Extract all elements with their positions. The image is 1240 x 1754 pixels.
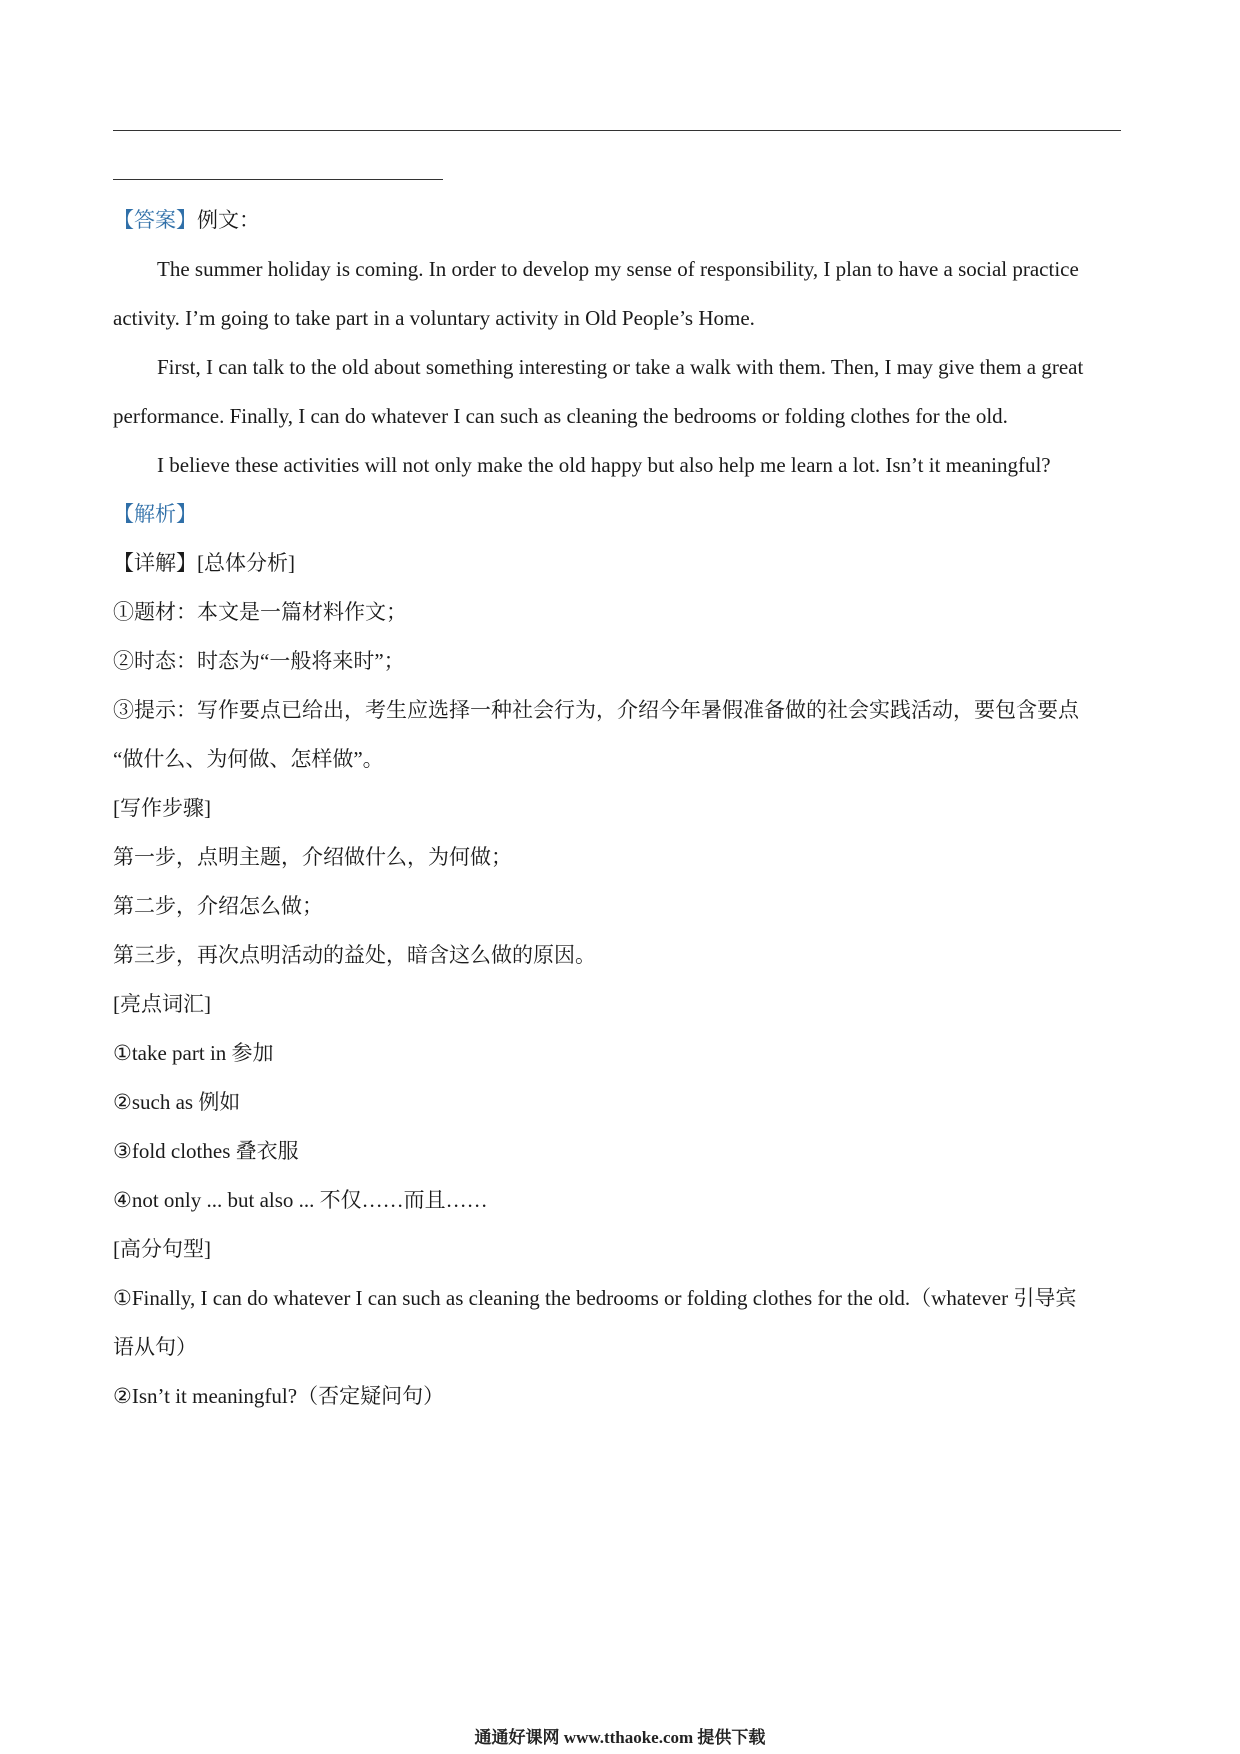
- answer-heading: [113, 196, 1133, 245]
- overall-item: ③提示：写作要点已给出，考生应选择一种社会行为，介绍今年暑假准备做的社会实践活动，要包含要点: [113, 698, 1079, 722]
- essay-paragraph-1-line-2: activity. I’m going to take part in a voluntary activity in Old People’s Home.: [113, 306, 755, 330]
- document-body: [113, 196, 1133, 1421]
- essay-paragraph-1-line-1: The summer holiday is coming. In order to develop my sense of responsibility, I plan to have a social practice: [157, 257, 1079, 281]
- sentence-item: ②Isn’t it meaningful?（否定疑问句）: [113, 1384, 445, 1408]
- essay-paragraph-2-line-1: First, I can talk to the old about something interesting or take a walk with them. Then, I may give them a great: [157, 355, 1084, 379]
- overall-item: ①题材：本文是一篇材料作文；: [113, 600, 407, 624]
- vocab-item: ①take part in 参加: [113, 1041, 274, 1065]
- vocab-item: ②such as 例如: [113, 1090, 241, 1114]
- steps-heading: [写作步骤]: [113, 796, 211, 820]
- answer-label: 【答案】: [113, 208, 197, 232]
- page-footer: 通通好课网 www.tthaoke.com 提供下载: [474, 1728, 766, 1747]
- answer-prefix: 例文：: [197, 208, 260, 232]
- vocab-heading: [亮点词汇]: [113, 992, 211, 1016]
- step-item: 第三步，再次点明活动的益处，暗含这么做的原因。: [113, 943, 596, 967]
- sentence-item: ①Finally, I can do whatever I can such as cleaning the bedrooms or folding clothes for the old.（whatever 引导宾: [113, 1286, 1077, 1310]
- essay-paragraph-2-line-2: performance. Finally, I can do whatever I can such as cleaning the bedrooms or folding clothes for the old.: [113, 404, 1008, 428]
- step-item: 第一步，点明主题，介绍做什么，为何做；: [113, 845, 512, 869]
- vocab-item: ③fold clothes 叠衣服: [113, 1139, 299, 1163]
- answer-blank-line-2: [113, 179, 443, 180]
- overall-item: ②时态：时态为“一般将来时”；: [113, 649, 405, 673]
- sentence-item-continued: 语从句）: [113, 1335, 197, 1359]
- answer-blank-line-1: [113, 130, 1121, 131]
- overall-item-continued: “做什么、为何做、怎样做”。: [113, 747, 384, 771]
- essay-paragraph-3-line-1: I believe these activities will not only make the old happy but also help me learn a lot. Isn’t it meaningful?: [157, 453, 1051, 477]
- detail-heading: 【详解】[总体分析]: [113, 551, 295, 575]
- analysis-label: 【解析】: [113, 502, 197, 526]
- sentence-heading: [高分句型]: [113, 1237, 211, 1261]
- step-item: 第二步，介绍怎么做；: [113, 894, 323, 918]
- vocab-item: ④not only ... but also ... 不仅……而且……: [113, 1188, 488, 1212]
